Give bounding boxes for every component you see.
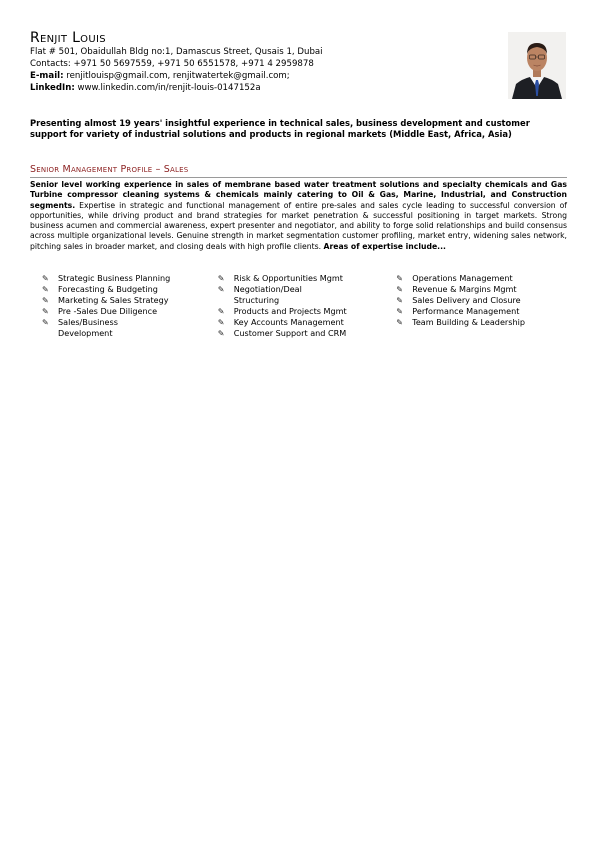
pen-bullet-icon: ✎ — [396, 307, 403, 316]
pen-bullet-icon: ✎ — [396, 296, 403, 305]
pen-bullet-icon: ✎ — [42, 296, 49, 305]
email-value: renjitlouisp@gmail.com, renjitwatertek@gmail.com; — [66, 71, 290, 81]
list-item: ✎ Strategic Business Planning — [42, 273, 171, 283]
contacts-value: +971 50 5697559, +971 50 6551578, +971 4 2959878 — [73, 59, 314, 69]
candidate-name: Renjit Louis — [30, 30, 106, 46]
contacts-line — [30, 58, 510, 70]
list-item: ✎ Team Building & Leadership — [396, 317, 525, 327]
pen-bullet-icon: ✎ — [396, 274, 403, 283]
linkedin-line — [30, 82, 510, 94]
profile-lead: Senior level working experience in sales of membrane based water treatment solutions and specialty chemicals and Gas Turbine compressor cleaning systems & chemicals mainly catering to Oil & Gas, Marine, Industrial, and Construction segments. — [30, 180, 567, 210]
pen-bullet-icon: ✎ — [396, 285, 403, 294]
profile-paragraph — [30, 180, 567, 252]
linkedin-label: LinkedIn: — [30, 83, 75, 93]
list-item: ✎ Sales Delivery and Closure — [396, 295, 521, 305]
profile-body: Expertise in strategic and functional management of entire pre-sales and sales cycle leading to successful conversion of opportunities, while driving product and brand strategies for market penetration & successful positioning in target markets. Strong business acumen and commercial awareness, expert presenter and negotiator, and ability to forge solid relationships and build consensus across multiple organizational levels. Genuine strength in market segmentation customer profiling, market entry, widening sales network, pitching sales in broader market, and closing deals with high profile clients. — [30, 200, 567, 251]
contact-header — [30, 30, 510, 94]
portrait-image — [508, 32, 566, 99]
pen-bullet-icon: ✎ — [217, 329, 225, 338]
linkedin-value: www.linkedin.com/in/renjit-louis-0147152a — [77, 83, 261, 93]
expertise-column-1 — [42, 273, 218, 339]
pen-bullet-icon: ✎ — [42, 318, 49, 327]
expertise-column-3 — [396, 273, 572, 339]
list-item: ✎ Pre -Sales Due Diligence — [42, 306, 158, 316]
list-item: ✎ Operations Management — [396, 273, 513, 283]
list-item: ✎ Marketing & Sales Strategy — [42, 295, 169, 305]
contacts-label: Contacts: — [30, 59, 71, 69]
expertise-list — [42, 273, 572, 339]
pen-bullet-icon: ✎ — [42, 285, 49, 294]
list-item: ✎ Negotiation/Deal Structuring — [217, 284, 302, 305]
pen-bullet-icon: ✎ — [42, 307, 49, 316]
list-item: ✎ Performance Management — [396, 306, 520, 316]
profile-tail: Areas of expertise include... — [323, 241, 446, 251]
list-item: ✎ Customer Support and CRM — [217, 328, 347, 338]
section-title-sales-profile: Senior Management Profile – Sales — [30, 164, 567, 178]
expertise-column-2 — [218, 273, 397, 339]
profile-photo — [508, 32, 566, 99]
pen-bullet-icon: ✎ — [217, 307, 225, 316]
list-item: ✎ Key Accounts Management — [217, 317, 344, 327]
list-item: ✎ Products and Projects Mgmt — [217, 306, 347, 316]
career-summary: Presenting almost 19 years' insightful experience in technical sales, business development and customer support for variety of industrial solutions and products in regional markets (Middle East, Africa, Asia) — [30, 118, 530, 140]
list-item: ✎ Forecasting & Budgeting — [42, 284, 158, 294]
email-line — [30, 70, 510, 82]
pen-bullet-icon: ✎ — [217, 274, 225, 283]
pen-bullet-icon: ✎ — [42, 274, 49, 283]
address-line: Flat # 501, Obaidullah Bldg no:1, Damascus Street, Qusais 1, Dubai — [30, 47, 323, 57]
pen-bullet-icon: ✎ — [396, 318, 403, 327]
email-label: E-mail: — [30, 71, 64, 81]
list-item: ✎ Sales/Business Development — [42, 317, 118, 338]
pen-bullet-icon: ✎ — [217, 285, 225, 294]
list-item: ✎ Revenue & Margins Mgmt — [396, 284, 517, 294]
list-item: ✎ Risk & Opportunities Mgmt — [217, 273, 343, 283]
pen-bullet-icon: ✎ — [217, 318, 225, 327]
